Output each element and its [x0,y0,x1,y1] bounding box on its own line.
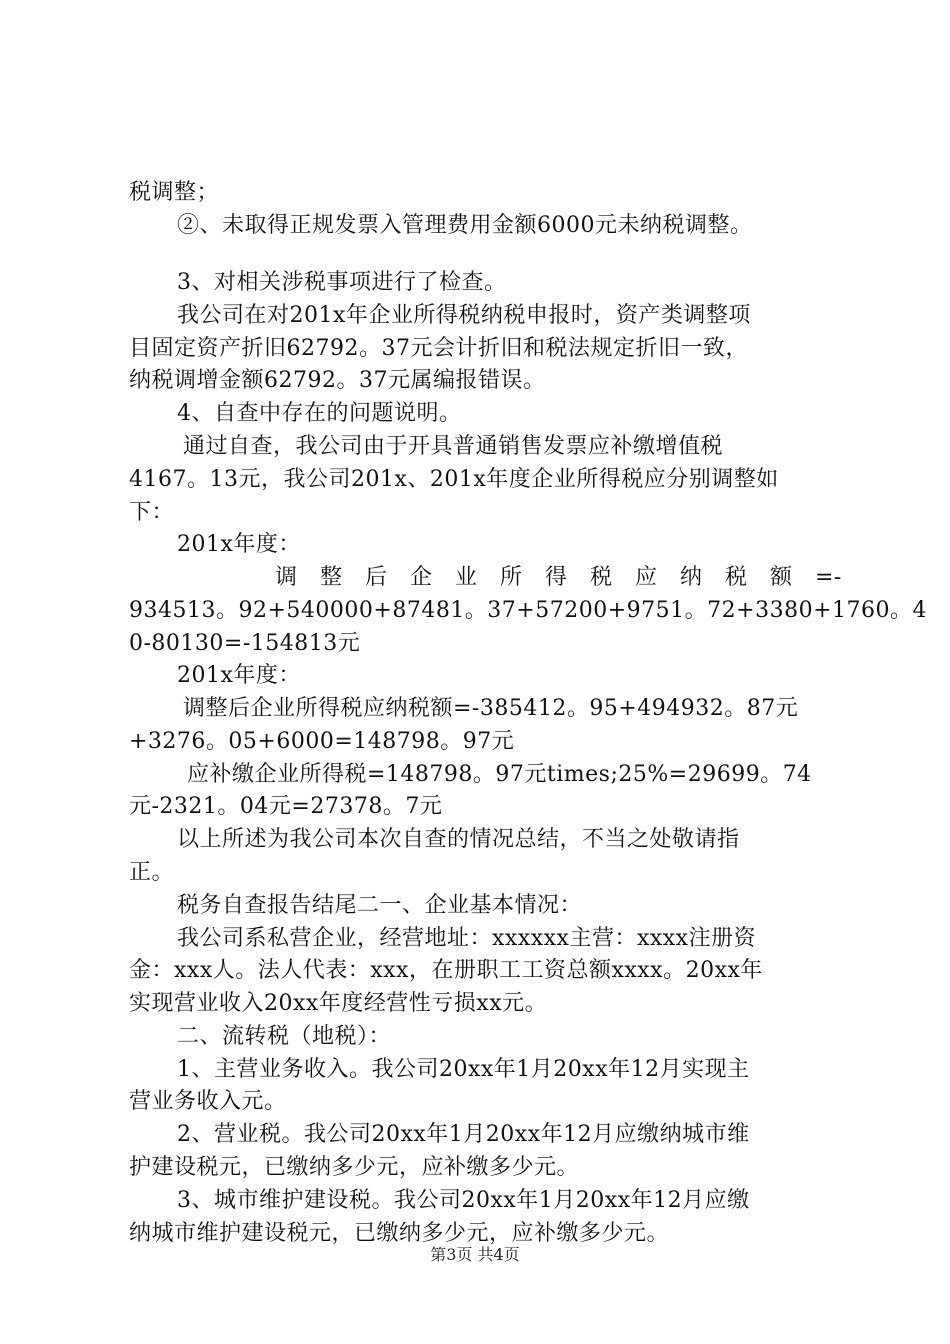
text-line: 税调整； [129,180,220,205]
text-line: 4167。13元，我公司201x、201x年度企业所得税应分别调整如 [129,467,779,492]
formula-line: 调 整 后 企 业 所 得 税 应 纳 税 额 =- [275,565,842,590]
text-line: 1、主营业务收入。我公司20xx年1月20xx年12月实现主 [177,1057,750,1082]
text-line: 营业务收入元。 [129,1089,287,1114]
text-line: 金：xxx人。法人代表：xxx，在册职工工资总额xxxx。20xx年 [129,958,763,983]
section-heading: 4、自查中存在的问题说明。 [177,401,462,426]
formula-line: +3276。05+6000=148798。97元 [129,729,515,754]
text-line: 以上所述为我公司本次自查的情况总结，不当之处敬请指 [177,827,740,852]
text-line: 我公司系私营企业，经营地址：xxxxxx主营：xxxx注册资 [177,926,757,951]
formula-line: 应补缴企业所得税=148798。97元times;25%=29699。74 [187,762,812,787]
section-heading: 税务自查报告结尾二一、企业基本情况： [177,893,583,918]
formula-line: 元-2321。04元=27378。7元 [129,794,443,819]
section-heading: 3、对相关涉税事项进行了检查。 [177,270,507,295]
formula-line: 934513。92+540000+87481。37+57200+9751。72+3380+1760。4 [129,598,927,623]
text-line: 纳城市维护建设税元，已缴纳多少元，应补缴多少元。 [129,1221,670,1246]
text-line: 2、营业税。我公司20xx年1月20xx年12月应缴纳城市维 [177,1122,750,1147]
text-line: 纳税调增金额62792。37元属编报错误。 [129,368,546,393]
text-line: 护建设税元，已缴纳多少元，应补缴多少元。 [129,1155,580,1180]
text-line: 通过自查，我公司由于开具普通销售发票应补缴增值税 [183,434,724,459]
text-line: 我公司在对201x年企业所得税纳税申报时，资产类调整项 [177,303,751,328]
formula-line: 0-80130=-154813元 [129,631,361,656]
text-line: 下： [129,500,175,525]
text-line: ②、未取得正规发票入管理费用金额6000元未纳税调整。 [177,213,753,238]
text-line: 3、城市维护建设税。我公司20xx年1月20xx年12月应缴 [177,1188,750,1213]
text-line: 实现营业收入20xx年度经营性亏损xx元。 [129,991,548,1016]
year-heading: 201x年度： [177,663,301,688]
year-heading: 201x年度： [177,532,301,557]
page-footer: 第3页 共4页 [430,1245,520,1264]
text-line: 目固定资产折旧62792。37元会计折旧和税法规定折旧一致， [129,336,748,361]
formula-line: 调整后企业所得税应纳税额=-385412。95+494932。87元 [183,696,799,721]
section-heading: 二、流转税（地税）： [177,1024,392,1049]
text-line: 正。 [129,860,175,885]
